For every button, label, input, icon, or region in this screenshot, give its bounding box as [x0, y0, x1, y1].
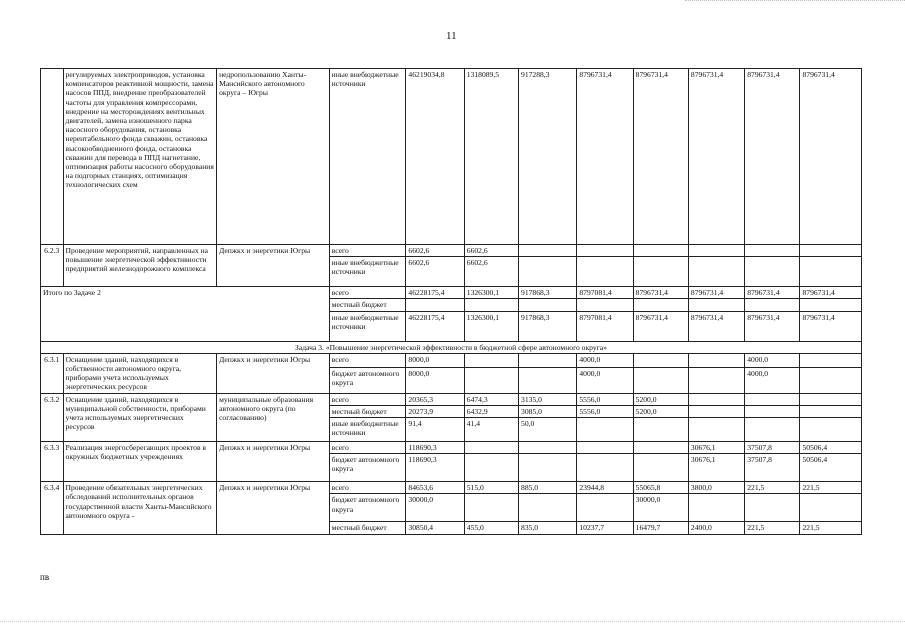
value-cell: 8796731,4	[577, 69, 633, 245]
value-cell	[464, 299, 518, 311]
value-cell	[800, 418, 862, 442]
value-cell: 30850,4	[406, 522, 464, 534]
value-cell	[577, 245, 633, 257]
value-cell: 91,4	[406, 418, 464, 442]
value-cell: 1326300,1	[464, 311, 518, 341]
event-text: Оснащение зданий, находящихся в собственности автономного округа, приборами учета используемых энергетических ресурсов	[63, 353, 217, 393]
value-cell: 6474,3	[464, 393, 518, 405]
value-cell	[519, 494, 577, 522]
value-cell	[745, 393, 800, 405]
value-cell	[519, 257, 577, 287]
value-cell: 55065,8	[633, 482, 688, 494]
event-text: Реализация энергосберегающих проектов в окружных бюджетных учреждениях	[63, 442, 217, 482]
value-cell: 37507,8	[745, 442, 800, 454]
table-row	[41, 353, 862, 367]
value-cell	[633, 454, 688, 482]
value-cell: 46228175,4	[406, 311, 464, 341]
task-title: Задача 3. «Повышение энергетической эффективности в бюджетной сфере автономного округа»	[41, 341, 862, 353]
value-cell	[519, 368, 577, 393]
value-cell	[577, 454, 633, 482]
value-cell: 8796731,4	[745, 69, 800, 245]
value-cell: 50,0	[519, 418, 577, 442]
value-cell: 8796731,4	[745, 311, 800, 341]
value-cell: 30000,0	[406, 494, 464, 522]
value-cell: 6602,6	[406, 257, 464, 287]
value-cell: 37507,8	[745, 454, 800, 482]
value-cell	[745, 418, 800, 442]
value-cell	[577, 257, 633, 287]
value-cell: 30676,1	[688, 442, 744, 454]
value-cell: 3800,0	[688, 482, 744, 494]
value-cell: 1318089,5	[464, 69, 518, 245]
executor-text: недропользованию Ханты-Мансийского автономного округа – Югры	[217, 69, 330, 245]
value-cell: 221,5	[800, 482, 862, 494]
value-cell	[633, 442, 688, 454]
value-cell	[800, 245, 862, 257]
value-cell: 515,0	[464, 482, 518, 494]
value-cell: 8797081,4	[577, 287, 633, 299]
item-number: 6.2.3	[41, 245, 64, 287]
value-cell	[800, 405, 862, 417]
value-cell: 4000,0	[745, 368, 800, 393]
event-text: Оснащение зданий, находящихся в муниципальной собственности, приборами учета используемых энергетических ресурсов	[63, 393, 217, 441]
value-cell: 8796731,4	[800, 311, 862, 341]
item-number: 6.3.2	[41, 393, 64, 441]
value-cell: 8796731,4	[688, 69, 744, 245]
value-cell: 8797081,4	[577, 311, 633, 341]
value-cell: 885,0	[519, 482, 577, 494]
value-cell	[745, 245, 800, 257]
table-row	[41, 482, 862, 494]
value-cell: 221,5	[800, 522, 862, 534]
value-cell	[633, 353, 688, 367]
item-number	[41, 69, 64, 245]
value-cell: 50506,4	[800, 454, 862, 482]
value-cell: 8796731,4	[633, 287, 688, 299]
executor-text: Депжкх и энергетики Югры	[217, 442, 330, 482]
value-cell	[800, 299, 862, 311]
value-cell: 917288,3	[519, 69, 577, 245]
value-cell: 6602,6	[406, 245, 464, 257]
value-cell: 20365,3	[406, 393, 464, 405]
value-cell: 8796731,4	[633, 69, 688, 245]
scan-artifact-bottom	[0, 621, 905, 622]
value-cell	[745, 405, 800, 417]
source-label: всего	[329, 442, 406, 454]
value-cell	[688, 257, 744, 287]
source-label: иные внебюджетные источники	[329, 311, 406, 341]
value-cell	[519, 353, 577, 367]
value-cell	[688, 299, 744, 311]
value-cell: 30000,0	[633, 494, 688, 522]
source-label: всего	[329, 245, 406, 257]
value-cell: 118690,3	[406, 454, 464, 482]
source-label: иные внебюджетные источники	[329, 69, 406, 245]
value-cell: 5556,0	[577, 405, 633, 417]
value-cell: 6602,6	[464, 257, 518, 287]
value-cell	[688, 368, 744, 393]
value-cell	[745, 494, 800, 522]
executor-text: Депжкх и энергетики Югры	[217, 482, 330, 534]
value-cell	[633, 368, 688, 393]
value-cell	[633, 245, 688, 257]
table-row	[41, 69, 862, 245]
item-number: 6.3.3	[41, 442, 64, 482]
table-row	[41, 287, 862, 299]
source-label: всего	[329, 482, 406, 494]
value-cell: 1326300,1	[464, 287, 518, 299]
event-text: Проведение мероприятий, направленных на повышение энергетической эффективности предприятий железнодорожного комплекса	[63, 245, 217, 287]
value-cell: 16479,7	[633, 522, 688, 534]
source-label: всего	[329, 353, 406, 367]
value-cell: 6432,9	[464, 405, 518, 417]
value-cell	[577, 494, 633, 522]
value-cell: 6602,6	[464, 245, 518, 257]
value-cell	[745, 299, 800, 311]
source-label: местный бюджет	[329, 522, 406, 534]
value-cell	[633, 257, 688, 287]
source-label: иные внебюджетные источники	[329, 257, 406, 287]
value-cell: 10237,7	[577, 522, 633, 534]
value-cell: 455,0	[464, 522, 518, 534]
value-cell	[464, 368, 518, 393]
value-cell	[464, 494, 518, 522]
value-cell: 8000,0	[406, 353, 464, 367]
value-cell: 5556,0	[577, 393, 633, 405]
executor-text: Депжкх и энергетики Югры	[217, 245, 330, 287]
source-label: бюджет автономного округа	[329, 494, 406, 522]
value-cell	[800, 368, 862, 393]
value-cell	[519, 454, 577, 482]
value-cell: 84653,6	[406, 482, 464, 494]
value-cell	[688, 494, 744, 522]
value-cell	[577, 418, 633, 442]
scan-artifact-top	[685, 0, 905, 3]
value-cell: 3135,0	[519, 393, 577, 405]
value-cell: 8796731,4	[688, 311, 744, 341]
value-cell	[688, 245, 744, 257]
value-cell	[577, 299, 633, 311]
value-cell: 118690,3	[406, 442, 464, 454]
source-label: бюджет автономного округа	[329, 454, 406, 482]
source-label: местный бюджет	[329, 299, 406, 311]
value-cell: 8796731,4	[688, 287, 744, 299]
value-cell: 8000,0	[406, 368, 464, 393]
value-cell	[688, 393, 744, 405]
value-cell	[464, 353, 518, 367]
program-table	[40, 68, 862, 535]
value-cell	[800, 257, 862, 287]
value-cell	[406, 299, 464, 311]
value-cell: 8796731,4	[800, 69, 862, 245]
value-cell: 23944,8	[577, 482, 633, 494]
value-cell: 20273,9	[406, 405, 464, 417]
value-cell	[745, 257, 800, 287]
table-row	[41, 245, 862, 257]
value-cell	[519, 245, 577, 257]
value-cell	[633, 418, 688, 442]
value-cell: 221,5	[745, 522, 800, 534]
executor-text: муниципальные образования автономного округа (по согласованию)	[217, 393, 330, 441]
value-cell: 2400,0	[688, 522, 744, 534]
value-cell: 4000,0	[577, 368, 633, 393]
value-cell	[633, 299, 688, 311]
task-total-label: Итого по Задаче 2	[41, 287, 330, 341]
value-cell: 46219034,8	[406, 69, 464, 245]
value-cell: 41,4	[464, 418, 518, 442]
value-cell: 3085,0	[519, 405, 577, 417]
event-text: регулируемых электроприводов, установка компенсаторов реактивной мощности, замена насосов ППД, внедрение преобразователей частоты для управления компрессорами, внедрение на месторождениях вентильных двигателей, замена изношенного парка насосного оборудования, остановка нерентабельного фонда скважин, остановка высокообводненного фонда, остановка скважин для перевода в ППД нагнетание, оптимизация работы насосного оборудования на подгорных станциях, оптимизация технологических схем	[63, 69, 217, 245]
value-cell	[519, 299, 577, 311]
footer-mark: пв	[40, 572, 50, 582]
value-cell	[577, 442, 633, 454]
value-cell: 917868,3	[519, 287, 577, 299]
value-cell	[688, 405, 744, 417]
value-cell	[688, 418, 744, 442]
value-cell	[800, 494, 862, 522]
executor-text: Депжкх и энергетики Югры	[217, 353, 330, 393]
value-cell: 8796731,4	[633, 311, 688, 341]
value-cell	[800, 393, 862, 405]
value-cell	[464, 442, 518, 454]
value-cell	[519, 442, 577, 454]
source-label: бюджет автономного округа	[329, 368, 406, 393]
value-cell: 8796731,4	[800, 287, 862, 299]
page-number: 11	[446, 30, 457, 42]
value-cell: 5200,0	[633, 405, 688, 417]
value-cell: 5200,0	[633, 393, 688, 405]
value-cell: 8796731,4	[745, 287, 800, 299]
item-number: 6.3.4	[41, 482, 64, 534]
item-number: 6.3.1	[41, 353, 64, 393]
table-row	[41, 393, 862, 405]
value-cell: 30676,1	[688, 454, 744, 482]
source-label: всего	[329, 393, 406, 405]
value-cell	[464, 454, 518, 482]
table-row	[41, 341, 862, 353]
value-cell: 917868,3	[519, 311, 577, 341]
event-text: Проведение обязательных энергетических обследований исполнительных органов государственной власти Ханты-Мансийского автономного округа -	[63, 482, 217, 534]
source-label: местный бюджет	[329, 405, 406, 417]
value-cell	[688, 353, 744, 367]
source-label: иные внебюджетные источники	[329, 418, 406, 442]
value-cell: 4000,0	[745, 353, 800, 367]
value-cell: 46228175,4	[406, 287, 464, 299]
table-row	[41, 442, 862, 454]
source-label: всего	[329, 287, 406, 299]
value-cell: 221,5	[745, 482, 800, 494]
value-cell: 835,0	[519, 522, 577, 534]
value-cell	[800, 353, 862, 367]
value-cell: 50506,4	[800, 442, 862, 454]
value-cell: 4000,0	[577, 353, 633, 367]
